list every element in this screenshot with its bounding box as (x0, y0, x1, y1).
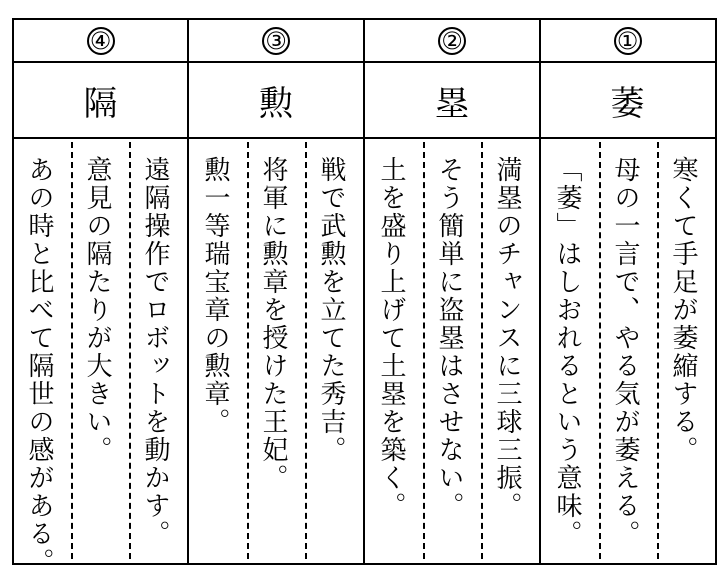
dashed-divider (599, 142, 601, 559)
example-sentence: 意見の隔たりが大きい。 (82, 156, 112, 464)
example-sentence: 遠隔操作でロボットを動かす。 (140, 156, 170, 548)
kanji-worksheet (12, 18, 717, 576)
example-sentence: 満塁のチャンスに三球三振。 (492, 156, 522, 520)
dashed-divider (305, 142, 307, 559)
column-1-kanji: 萎 (610, 83, 645, 124)
column-1-number-cell (541, 20, 714, 62)
dashed-divider (481, 142, 483, 559)
example-sentence: 「萎」はしおれるという意味。 (552, 156, 582, 548)
column-number: ② (438, 27, 466, 55)
example-sentence: 勲一等瑞宝章の勲章。 (200, 156, 230, 436)
column-2-number-cell (365, 20, 539, 62)
dashed-divider (423, 142, 425, 559)
example-sentences-area (14, 138, 715, 576)
column-4-kanji: 隔 (83, 83, 118, 124)
example-sentence: 寒くて手足が萎縮する。 (668, 156, 698, 464)
example-sentence: そう簡単に盗塁はさせない。 (434, 156, 464, 520)
example-sentence: 戦で武勲を立てた秀吉。 (316, 156, 346, 464)
dashed-divider (247, 142, 249, 559)
column-2-kanji: 塁 (435, 83, 469, 124)
column-3-number-cell (189, 20, 363, 62)
dashed-divider (129, 142, 131, 559)
example-sentence: 土を盛り上げて土塁を築く。 (376, 156, 406, 520)
column-number: ④ (87, 27, 115, 55)
column-3-kanji: 勲 (259, 83, 293, 124)
example-sentence: 母の一言で、やる気が萎える。 (610, 156, 640, 548)
example-sentence: 将軍に勲章を授けた王妃。 (258, 156, 288, 492)
column-number: ③ (262, 27, 290, 55)
dashed-divider (657, 142, 659, 559)
dashed-divider (71, 142, 73, 559)
column-number: ① (614, 27, 642, 55)
example-sentence: あの時と比べて隔世の感がある。 (24, 156, 54, 576)
column-4-number-cell (14, 20, 187, 62)
